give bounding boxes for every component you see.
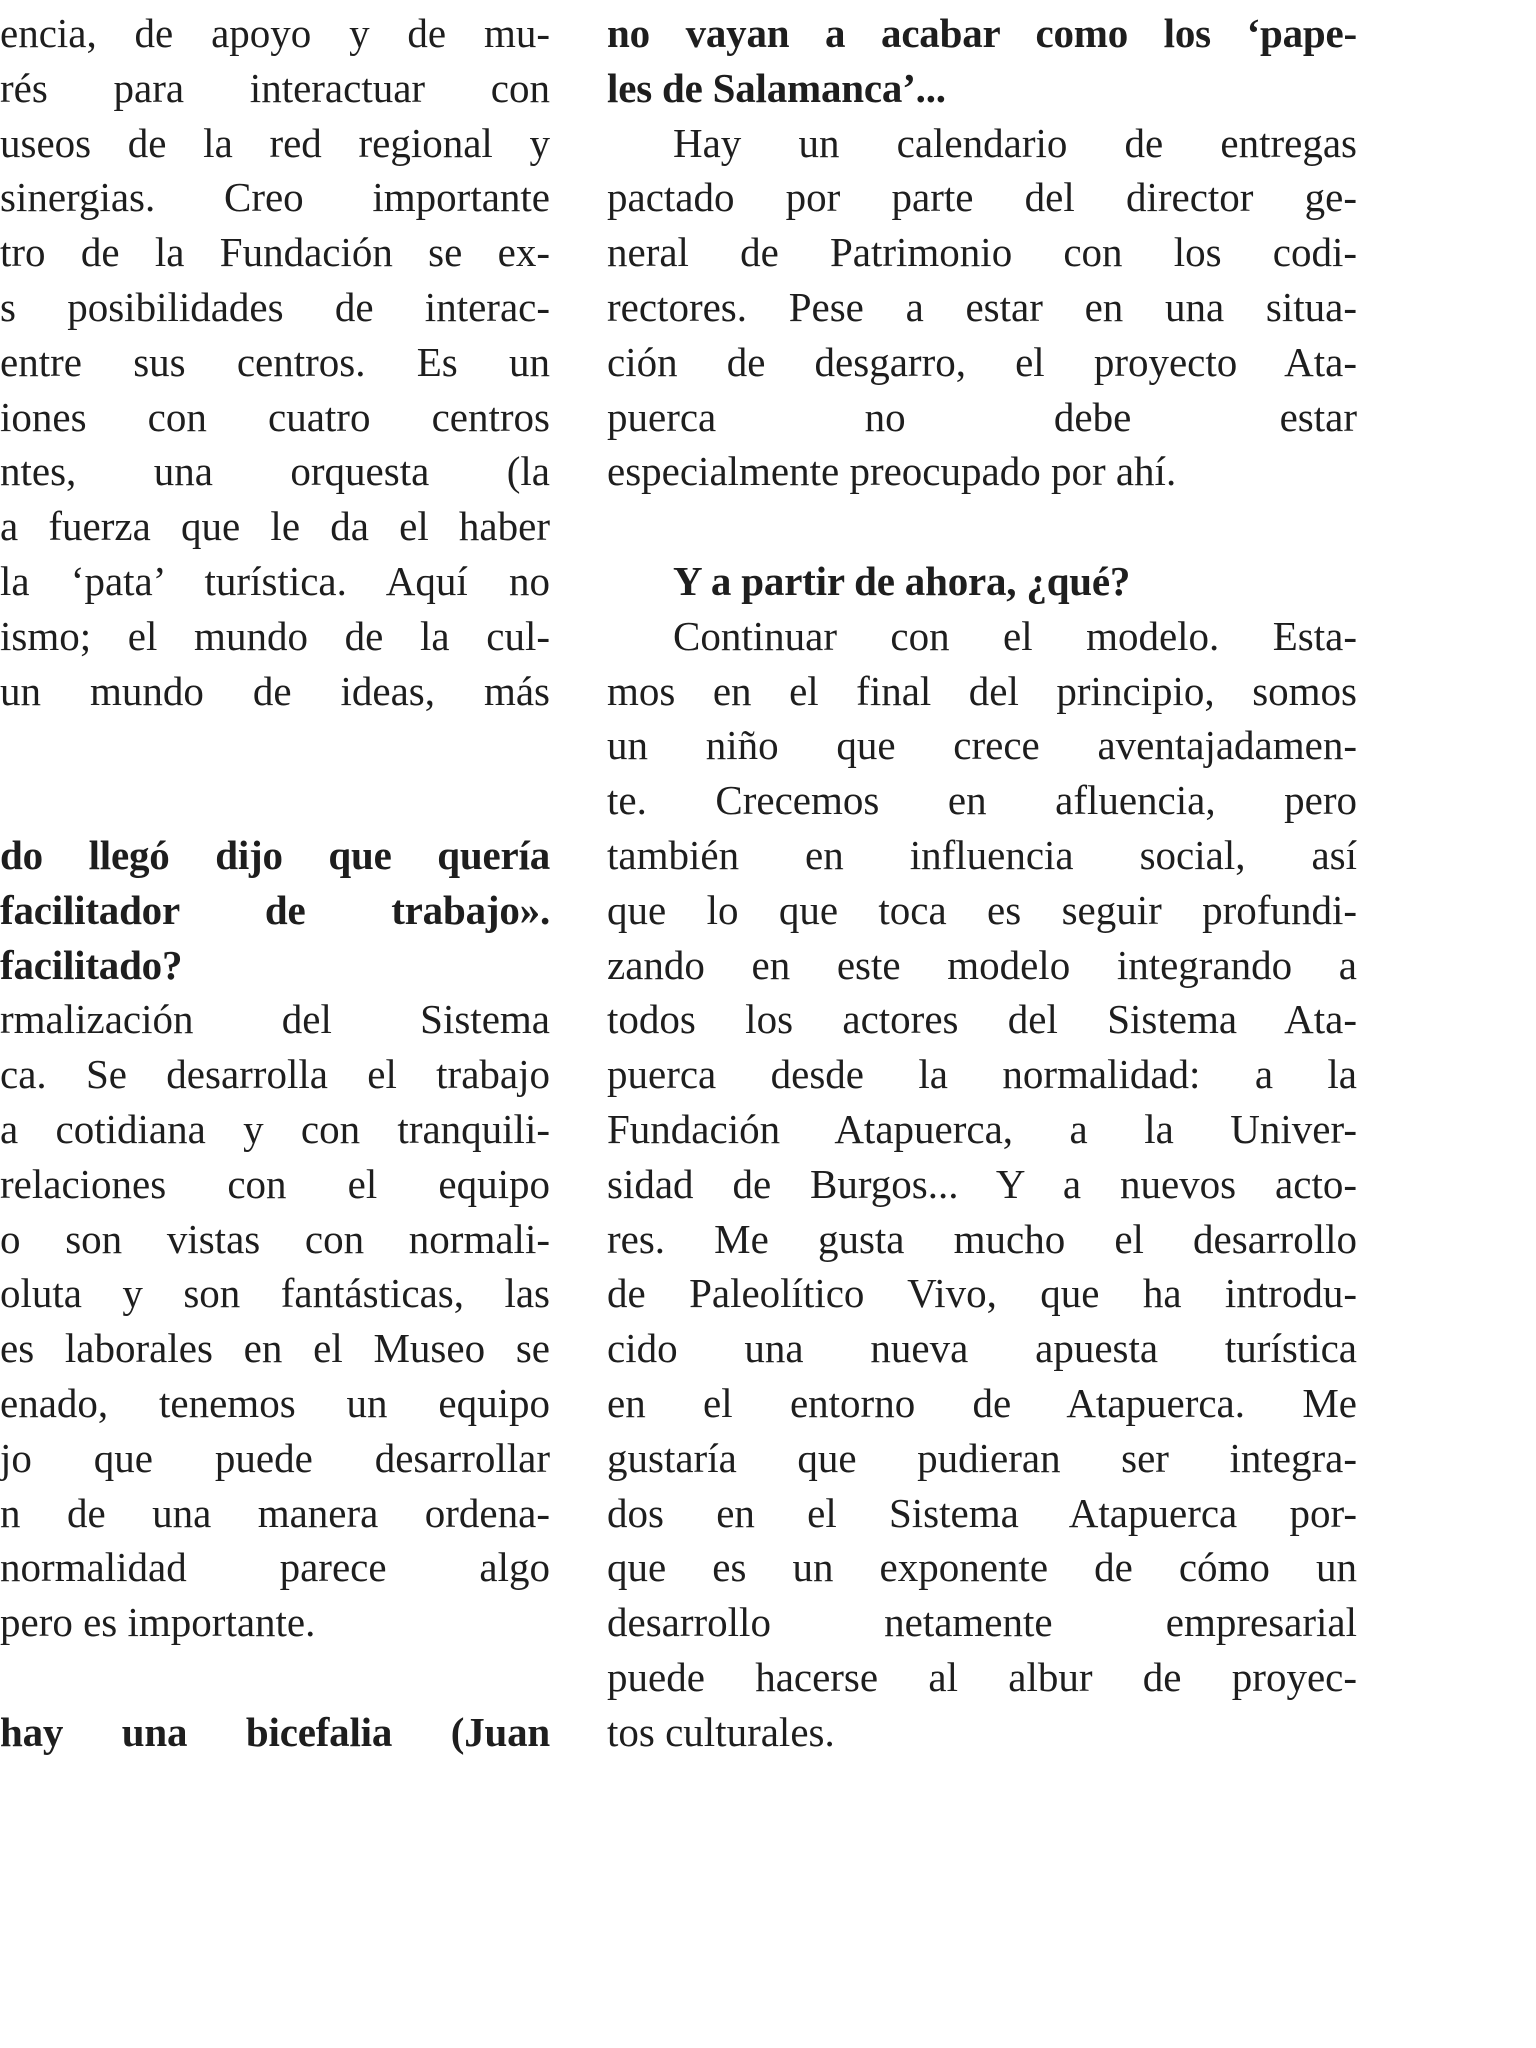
answer-text-line: ca. Se desarrolla el trabajo	[0, 1051, 550, 1098]
answer-text-line: pactado por parte del director ge-	[607, 174, 1357, 221]
question-text-line: les de Salamanca’...	[607, 64, 946, 111]
article-column-left	[0, 0, 550, 1760]
answer-text-line: desarrollo netamente empresarial	[607, 1599, 1357, 1646]
answer-text-line: ismo; el mundo de la cul-	[0, 612, 550, 659]
answer-text-line: rmalización del Sistema	[0, 996, 550, 1043]
answer-text-line: rés para interactuar con	[0, 64, 550, 111]
answer-text-line: Hay un calendario de entregas	[673, 119, 1357, 166]
answer-text-line: mos en el final del principio, somos	[607, 667, 1357, 714]
question-heading-block	[607, 6, 1357, 116]
answer-paragraph-block	[0, 6, 550, 718]
answer-text-line: también en influencia social, así	[607, 831, 1357, 878]
answer-text-line: que lo que toca es seguir profundi-	[607, 886, 1357, 933]
question-heading-block	[607, 554, 1357, 609]
answer-text-line: s posibilidades de interac-	[0, 283, 550, 330]
answer-text-line: te. Crecemos en afluencia, pero	[607, 777, 1357, 824]
question-text-line: hay una bicefalia (Juan	[0, 1708, 550, 1755]
answer-text-line: pero es importante.	[0, 1599, 316, 1646]
answer-text-line: jo que puede desarrollar	[0, 1434, 550, 1481]
question-text-line: do llegó dijo que quería	[0, 831, 550, 878]
answer-text-line: iones con cuatro centros	[0, 393, 550, 440]
article-column-right	[607, 0, 1357, 1760]
answer-text-line: tro de la Fundación se ex-	[0, 229, 550, 276]
answer-text-line: cido una nueva apuesta turística	[607, 1325, 1357, 1372]
answer-text-line: res. Me gusta mucho el desarrollo	[607, 1215, 1357, 1262]
answer-text-line: Fundación Atapuerca, a la Univer-	[607, 1105, 1357, 1152]
question-text-line: no vayan a acabar como los ‘pape-	[607, 10, 1357, 56]
answer-text-line: rectores. Pese a estar en una situa-	[607, 283, 1357, 330]
question-heading-block	[0, 828, 550, 992]
answer-text-line: Continuar con el modelo. Esta-	[673, 612, 1357, 659]
answer-text-line: sinergias. Creo importante	[0, 174, 550, 221]
answer-text-line: en el entorno de Atapuerca. Me	[607, 1379, 1357, 1426]
answer-text-line: o son vistas con normali-	[0, 1215, 550, 1262]
answer-text-line: oluta y son fantásticas, las	[0, 1270, 550, 1317]
answer-text-line: normalidad parece algo	[0, 1544, 550, 1591]
answer-text-line: gustaría que pudieran ser integra-	[607, 1434, 1357, 1481]
answer-text-line: ntes, una orquesta (la	[0, 448, 550, 495]
answer-text-line: puede hacerse al albur de proyec-	[607, 1653, 1357, 1700]
answer-text-line: encia, de apoyo y de mu-	[0, 10, 550, 56]
answer-text-line: es laborales en el Museo se	[0, 1325, 550, 1372]
question-text-line: facilitado?	[0, 941, 183, 988]
answer-text-line: dos en el Sistema Atapuerca por-	[607, 1489, 1357, 1536]
answer-text-line: enado, tenemos un equipo	[0, 1379, 550, 1426]
answer-text-line: un mundo de ideas, más	[0, 667, 550, 714]
answer-text-line: a fuerza que le da el haber	[0, 503, 550, 550]
answer-text-line: que es un exponente de cómo un	[607, 1544, 1357, 1591]
answer-text-line: sidad de Burgos... Y a nuevos acto-	[607, 1160, 1357, 1207]
question-text-line: facilitador de trabajo».	[0, 886, 550, 933]
answer-text-line: n de una manera ordena-	[0, 1489, 550, 1536]
answer-text-line: zando en este modelo integrando a	[607, 941, 1357, 988]
question-text-line: Y a partir de ahora, ¿qué?	[673, 557, 1131, 604]
answer-paragraph-block	[0, 992, 550, 1650]
answer-text-line: especialmente preocupado por ahí.	[607, 448, 1177, 495]
answer-text-line: la ‘pata’ turística. Aquí no	[0, 557, 550, 604]
answer-text-line: tos culturales.	[607, 1708, 835, 1755]
answer-text-line: useos de la red regional y	[0, 119, 550, 166]
answer-text-line: todos los actores del Sistema Ata-	[607, 996, 1357, 1043]
answer-text-line: entre sus centros. Es un	[0, 338, 550, 385]
question-heading-block	[0, 1705, 550, 1760]
answer-text-line: ción de desgarro, el proyecto Ata-	[607, 338, 1357, 385]
answer-text-line: puerca desde la normalidad: a la	[607, 1051, 1357, 1098]
answer-text-line: puerca no debe estar	[607, 393, 1357, 440]
answer-text-line: de Paleolítico Vivo, que ha introdu-	[607, 1270, 1357, 1317]
answer-text-line: a cotidiana y con tranquili-	[0, 1105, 550, 1152]
answer-text-line: un niño que crece aventajadamen-	[607, 722, 1357, 769]
answer-paragraph-block	[607, 609, 1357, 1760]
answer-paragraph-block	[607, 116, 1357, 500]
answer-text-line: neral de Patrimonio con los codi-	[607, 229, 1357, 276]
answer-text-line: relaciones con el equipo	[0, 1160, 550, 1207]
